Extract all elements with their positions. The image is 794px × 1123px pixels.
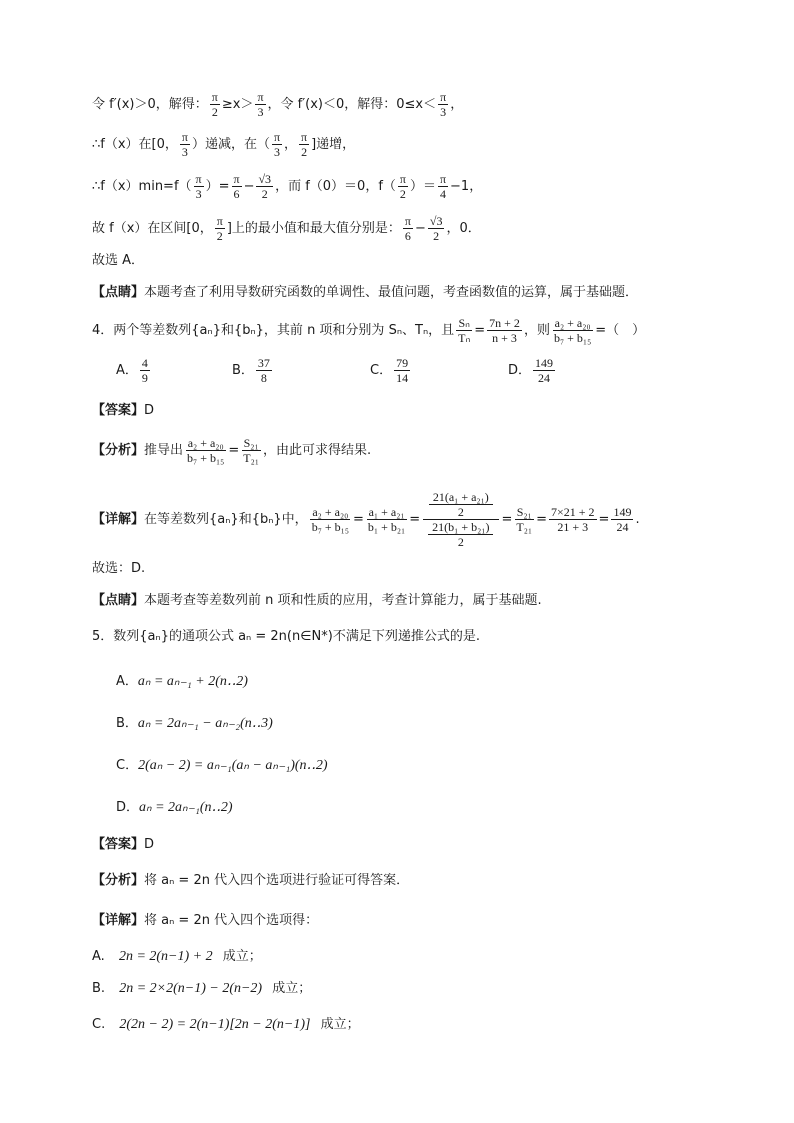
text: = bbox=[598, 512, 610, 527]
option-label: A． bbox=[116, 674, 138, 689]
denominator: 3 bbox=[195, 187, 202, 201]
numerator: π bbox=[257, 90, 264, 104]
text: ， bbox=[450, 97, 464, 112]
analysis-tag: 【分析】 bbox=[92, 443, 145, 458]
option-expr: aₙ = aₙ₋₁ + 2(n‥2) bbox=[137, 674, 248, 689]
fraction bbox=[429, 490, 493, 519]
remark-tag: 【点睛】 bbox=[92, 593, 145, 608]
text: ，则 bbox=[523, 323, 550, 338]
text: = bbox=[228, 443, 240, 458]
remark-text: 本题考查等差数列前 n 项和性质的应用，考查计算能力，属于基础题. bbox=[144, 593, 542, 608]
text: ∴f（x）在[0， bbox=[92, 137, 178, 152]
text: ）= bbox=[205, 179, 230, 194]
q5-option-c[interactable] bbox=[116, 754, 328, 774]
text: ]递增， bbox=[311, 137, 356, 152]
check-label: B. bbox=[92, 981, 106, 996]
fraction bbox=[514, 505, 534, 534]
numerator: 7n + 2 bbox=[489, 316, 520, 330]
q4-analysis bbox=[92, 436, 371, 465]
fraction bbox=[310, 505, 351, 534]
q5-check-c bbox=[92, 1016, 360, 1034]
q5-analysis bbox=[92, 872, 409, 890]
q5-check-a bbox=[92, 948, 262, 966]
fraction bbox=[403, 214, 413, 243]
fraction bbox=[428, 214, 445, 243]
denominator: 21 + 3 bbox=[557, 520, 589, 534]
choose-a: 故选 A． bbox=[92, 253, 145, 268]
q5-check-b bbox=[92, 980, 311, 998]
denominator: Tₙ bbox=[458, 331, 471, 345]
check-expr: 2n = 2×2(n−1) − 2(n−2) bbox=[119, 981, 263, 996]
denominator: 2 bbox=[457, 535, 464, 549]
remark-1 bbox=[92, 284, 638, 302]
check-label: A. bbox=[92, 949, 105, 964]
numerator: S₂₁ bbox=[243, 436, 259, 450]
denominator: 9 bbox=[141, 371, 148, 385]
numerator: π bbox=[404, 214, 411, 228]
text: = bbox=[474, 323, 486, 338]
text: ∴f（x）min=f（ bbox=[92, 179, 192, 194]
fraction bbox=[232, 172, 242, 201]
fraction bbox=[428, 520, 493, 549]
option-label: C． bbox=[370, 363, 393, 378]
denominator: b₇ + b₁₅ bbox=[553, 331, 592, 345]
text: = bbox=[536, 512, 547, 527]
fraction bbox=[366, 505, 407, 534]
numerator: π bbox=[440, 90, 447, 104]
fraction bbox=[611, 505, 633, 534]
denominator: 2 bbox=[433, 229, 440, 243]
fraction bbox=[394, 356, 410, 385]
q5-option-d[interactable] bbox=[116, 796, 233, 816]
text: − bbox=[243, 179, 255, 194]
remark-tag: 【点睛】 bbox=[92, 285, 145, 300]
answer-text: D bbox=[144, 403, 155, 418]
numerator: π bbox=[273, 130, 281, 144]
line-derivative-sign bbox=[92, 90, 463, 119]
denominator: 4 bbox=[440, 187, 446, 201]
fraction bbox=[272, 130, 282, 159]
denominator: 14 bbox=[396, 371, 409, 385]
text: = bbox=[353, 512, 364, 527]
option-label: D． bbox=[116, 800, 140, 815]
option-label: D． bbox=[508, 363, 532, 378]
numerator: 4 bbox=[141, 356, 148, 370]
numerator: 7×21 + 2 bbox=[550, 505, 595, 519]
analysis-tag: 【分析】 bbox=[92, 873, 145, 888]
text: =（ ） bbox=[595, 323, 646, 338]
option-label: B． bbox=[232, 363, 254, 378]
numerator: 149 bbox=[535, 356, 554, 370]
q5-option-b[interactable] bbox=[116, 712, 273, 732]
denominator: 24 bbox=[616, 520, 629, 534]
numerator: a₂ + a₂₀ bbox=[187, 436, 224, 450]
option-expr: aₙ = 2aₙ₋₁(n‥2) bbox=[139, 800, 233, 815]
denominator: b₇ + b₁₅ bbox=[187, 451, 225, 465]
text: 令 f′(x)＞0，解得： bbox=[92, 97, 208, 112]
q4-remark bbox=[92, 592, 542, 610]
denominator: T₂₁ bbox=[243, 451, 259, 465]
denominator: b₇ + b₁₅ bbox=[311, 520, 350, 534]
denominator: n + 3 bbox=[492, 331, 517, 345]
q4-option-b[interactable] bbox=[232, 356, 274, 385]
option-label: B． bbox=[116, 716, 138, 731]
numerator: π bbox=[399, 172, 406, 186]
fraction bbox=[140, 356, 150, 385]
detail-text: 将 aₙ = 2n 代入四个选项得： bbox=[144, 913, 319, 928]
denominator: 3 bbox=[440, 105, 447, 119]
q5-option-a[interactable] bbox=[116, 670, 248, 690]
numerator: a₁ + a₂₁ bbox=[368, 505, 405, 519]
check-result: 成立； bbox=[272, 981, 312, 996]
numerator: π bbox=[181, 130, 188, 144]
check-label: C. bbox=[92, 1017, 106, 1032]
q5-answer bbox=[92, 836, 154, 854]
answer-text: D bbox=[144, 837, 155, 852]
numerator: π bbox=[301, 130, 308, 144]
question-4 bbox=[92, 316, 645, 345]
fraction bbox=[438, 90, 448, 119]
denominator: 2 bbox=[457, 505, 464, 519]
compound-numerator bbox=[423, 490, 499, 520]
question-5: 5．数列{aₙ}的通项公式 aₙ = 2n(n∈N*)不满足下列递推公式的是. bbox=[92, 629, 480, 644]
denominator: 2 bbox=[261, 187, 268, 201]
text: ，由此可求得结果. bbox=[262, 443, 372, 458]
fraction bbox=[241, 436, 261, 465]
numerator: 79 bbox=[396, 356, 409, 370]
denominator: 2 bbox=[399, 187, 406, 201]
text: = bbox=[501, 512, 513, 527]
fraction bbox=[398, 172, 408, 201]
fraction bbox=[194, 172, 204, 201]
denominator: 2 bbox=[301, 145, 308, 159]
denominator: 3 bbox=[257, 105, 264, 119]
numerator: π bbox=[439, 172, 447, 186]
q4-option-a[interactable] bbox=[116, 356, 152, 385]
check-expr: 2(2n − 2) = 2(n−1)[2n − 2(n−1)] bbox=[119, 1017, 311, 1032]
numerator: 37 bbox=[257, 356, 270, 370]
denominator: 2 bbox=[216, 229, 223, 243]
option-label: C． bbox=[116, 758, 139, 773]
answer-tag: 【答案】 bbox=[92, 837, 145, 852]
answer-tag: 【答案】 bbox=[92, 403, 145, 418]
numerator: 21(b₁ + b₂₁) bbox=[428, 520, 493, 535]
fraction bbox=[456, 316, 472, 345]
text: ]上的最小值和最大值分别是： bbox=[226, 221, 401, 236]
numerator: √3 bbox=[429, 214, 443, 228]
line-min-value bbox=[92, 172, 482, 201]
numerator: π bbox=[195, 172, 202, 186]
text: ）＝ bbox=[409, 179, 436, 194]
text: 故 f（x）在区间[0， bbox=[92, 221, 213, 236]
text: − bbox=[414, 221, 426, 236]
numerator: π bbox=[211, 90, 218, 104]
numerator: π bbox=[216, 214, 223, 228]
option-expr: 2(aₙ − 2) = aₙ₋₁(aₙ − aₙ₋₁)(n‥2) bbox=[138, 758, 328, 773]
option-expr: aₙ = 2aₙ₋₁ − aₙ₋₂(n‥3) bbox=[137, 716, 273, 731]
fraction bbox=[210, 90, 220, 119]
denominator: 3 bbox=[274, 145, 280, 159]
q4-answer bbox=[92, 402, 154, 420]
numerator: Sₙ bbox=[458, 316, 470, 330]
numerator: √3 bbox=[258, 172, 272, 186]
q4-choose: 故选：D. bbox=[92, 561, 146, 576]
text: ）递减，在（ bbox=[191, 137, 270, 152]
compound-denominator bbox=[422, 520, 499, 549]
numerator: a₂ + a₂₀ bbox=[312, 505, 349, 519]
numerator: S₂₁ bbox=[516, 505, 532, 519]
denominator: 6 bbox=[404, 229, 411, 243]
fraction bbox=[299, 130, 309, 159]
fraction bbox=[549, 505, 597, 534]
option-label: A． bbox=[116, 363, 138, 378]
text: ，0． bbox=[446, 221, 481, 236]
text: = bbox=[409, 512, 421, 527]
numerator: a₂ + a₂₀ bbox=[554, 316, 591, 330]
detail-tag: 【详解】 bbox=[92, 512, 145, 527]
text: 4．两个等差数列{aₙ}和{bₙ}，其前 n 项和分别为 Sₙ、Tₙ，且 bbox=[92, 323, 455, 338]
remark-text: 本题考查了利用导数研究函数的单调性、最值问题，考查函数值的运算，属于基础题． bbox=[144, 285, 639, 300]
text: ， bbox=[284, 137, 298, 152]
line-conclusion bbox=[92, 214, 481, 243]
fraction bbox=[487, 316, 522, 345]
detail-tag: 【详解】 bbox=[92, 913, 145, 928]
denominator: 6 bbox=[233, 187, 240, 201]
numerator: 21(a₁ + a₂₁) bbox=[429, 490, 493, 505]
denominator: b₁ + b₂₁ bbox=[367, 520, 406, 534]
denominator: 24 bbox=[538, 371, 551, 385]
line-monotonic bbox=[92, 130, 355, 159]
analysis-text: 将 aₙ = 2n 代入四个选项进行验证可得答案． bbox=[144, 873, 410, 888]
q4-detail bbox=[92, 490, 640, 549]
text: 在等差数列{aₙ}和{bₙ}中， bbox=[144, 512, 308, 527]
fraction bbox=[552, 316, 593, 345]
compound-fraction bbox=[422, 490, 499, 549]
text: −1， bbox=[450, 179, 483, 194]
fraction bbox=[256, 356, 272, 385]
text: ，令 f′(x)＜0，解得：0≤x＜ bbox=[267, 97, 437, 112]
q4-option-c[interactable] bbox=[370, 356, 412, 385]
numerator: π bbox=[233, 172, 240, 186]
fraction bbox=[256, 172, 273, 201]
fraction bbox=[255, 90, 265, 119]
fraction bbox=[185, 436, 226, 465]
q4-option-d[interactable] bbox=[508, 356, 557, 385]
q5-detail bbox=[92, 912, 318, 930]
check-result: 成立； bbox=[320, 1017, 360, 1032]
fraction bbox=[438, 172, 448, 201]
numerator: 149 bbox=[613, 505, 632, 519]
denominator: 8 bbox=[260, 371, 267, 385]
denominator: 2 bbox=[211, 105, 218, 119]
denominator: 3 bbox=[181, 145, 188, 159]
fraction bbox=[215, 214, 225, 243]
fraction bbox=[533, 356, 555, 385]
text: 推导出 bbox=[144, 443, 184, 458]
check-expr: 2n = 2(n−1) + 2 bbox=[118, 949, 213, 964]
fraction bbox=[180, 130, 190, 159]
denominator: T₂₁ bbox=[516, 520, 533, 534]
text: ，而 f（0）＝0，f（ bbox=[275, 179, 396, 194]
check-result: 成立； bbox=[222, 949, 262, 964]
text: . bbox=[635, 512, 640, 527]
text: ≥x＞ bbox=[221, 97, 254, 112]
